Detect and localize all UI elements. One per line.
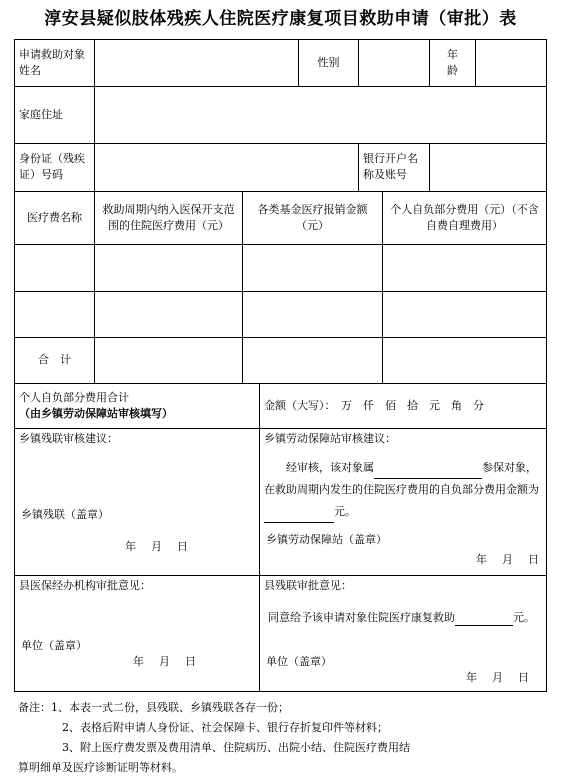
fee-cell[interactable] bbox=[95, 245, 243, 291]
amount-field[interactable]: 金额（大写）： 万 仟 佰 拾 元 角 分 bbox=[260, 383, 547, 428]
county-dpf-text-1: 同意给予该申请对象住院医疗康复救助 bbox=[268, 610, 455, 624]
application-form bbox=[14, 39, 547, 692]
self-pay-header: 个人自负部分费用（元）（不含自费自理费用） bbox=[383, 191, 547, 244]
fee-cell[interactable] bbox=[383, 245, 547, 291]
total-cell[interactable] bbox=[383, 337, 547, 383]
remark-line: 3、附上医疗费发票及费用清单、住院病历、出院小结、住院医疗费用结 bbox=[62, 741, 410, 754]
self-pay-amount-blank[interactable] bbox=[264, 510, 334, 523]
township-dpf-opinion-cell[interactable] bbox=[15, 429, 260, 576]
reimbursed-header: 各类基金医疗报销金额（元） bbox=[243, 191, 383, 244]
total-label: 合 计 bbox=[15, 337, 95, 383]
township-dpf-seal: 乡镇残联（盖章） bbox=[21, 508, 109, 522]
county-insurance-date: 年 月 日 bbox=[133, 654, 198, 668]
labor-station-opinion-cell[interactable] bbox=[260, 429, 547, 576]
fee-cell[interactable] bbox=[15, 291, 95, 337]
gender-label: 性别 bbox=[299, 40, 359, 87]
labor-station-date: 年 月 日 bbox=[476, 553, 541, 567]
remark-line: 算明细单及医疗诊断证明等材料。 bbox=[18, 761, 183, 774]
age-field[interactable] bbox=[476, 40, 547, 87]
county-dpf-seal: 单位（盖章） bbox=[266, 654, 332, 668]
remark-line: 2、表格后附申请人身份证、社会保障卡、银行存折复印件等材料； bbox=[62, 721, 388, 734]
labor-station-opinion-label: 乡镇劳动保障站审核建议： bbox=[264, 432, 396, 446]
labor-text-1: 经审核，该对象属 bbox=[286, 461, 374, 475]
fee-cell[interactable] bbox=[383, 291, 547, 337]
gender-field[interactable] bbox=[359, 40, 430, 87]
county-insurance-opinion-cell[interactable] bbox=[15, 575, 260, 691]
total-cell[interactable] bbox=[243, 337, 383, 383]
fee-row bbox=[15, 245, 547, 291]
id-card-field[interactable] bbox=[95, 143, 359, 191]
fee-cell[interactable] bbox=[243, 291, 383, 337]
insurance-type-blank[interactable] bbox=[374, 466, 482, 479]
county-dpf-date: 年 月 日 bbox=[466, 670, 531, 684]
county-dpf-opinion-cell[interactable] bbox=[260, 575, 547, 691]
bank-label: 银行开户名称及账号 bbox=[359, 143, 430, 191]
id-card-label: 身份证（残疾证）号码 bbox=[15, 143, 95, 191]
fee-row bbox=[15, 291, 547, 337]
fee-name-header: 医疗费名称 bbox=[15, 191, 95, 244]
fee-cell[interactable] bbox=[15, 245, 95, 291]
age-label: 年龄 bbox=[430, 40, 476, 87]
fee-cell[interactable] bbox=[243, 245, 383, 291]
labor-station-seal: 乡镇劳动保障站（盖章） bbox=[266, 533, 387, 547]
county-insurance-seal: 单位（盖章） bbox=[21, 638, 87, 652]
insured-fee-header: 救助周期内纳入医保开支范围的住院医疗费用（元） bbox=[95, 191, 243, 244]
address-field[interactable] bbox=[95, 87, 547, 143]
labor-text-2: 参保对象，在救助周期内发生的住院医疗费用的自负部分费用金额为 bbox=[264, 461, 539, 497]
self-total-label: 个人自负部分费用合计 bbox=[19, 391, 129, 405]
self-total-note: （由乡镇劳动保障站审核填写） bbox=[19, 407, 173, 421]
applicant-name-field[interactable] bbox=[95, 40, 299, 87]
remark-line: 备注：1、本表一式二份，县残联、乡镇残联各存一份； bbox=[18, 701, 289, 714]
fee-cell[interactable] bbox=[95, 291, 243, 337]
county-dpf-opinion-label: 县残联审批意见： bbox=[264, 578, 352, 592]
form-title: 淳安县疑似肢体残疾人住院医疗康复项目救助申请（审批）表 bbox=[44, 9, 517, 29]
address-label: 家庭住址 bbox=[15, 87, 95, 143]
relief-amount-blank[interactable] bbox=[455, 613, 513, 626]
applicant-name-label: 申请救助对象姓名 bbox=[15, 40, 95, 87]
county-insurance-opinion-label: 县医保经办机构审批意见： bbox=[19, 578, 151, 592]
township-dpf-date: 年 月 日 bbox=[125, 540, 190, 554]
bank-field[interactable] bbox=[430, 143, 547, 191]
township-dpf-opinion-label: 乡镇残联审核建议： bbox=[19, 432, 118, 446]
remarks bbox=[14, 698, 546, 778]
county-dpf-text-2: 元。 bbox=[513, 610, 535, 624]
labor-text-3: 元。 bbox=[334, 505, 356, 519]
total-cell[interactable] bbox=[95, 337, 243, 383]
